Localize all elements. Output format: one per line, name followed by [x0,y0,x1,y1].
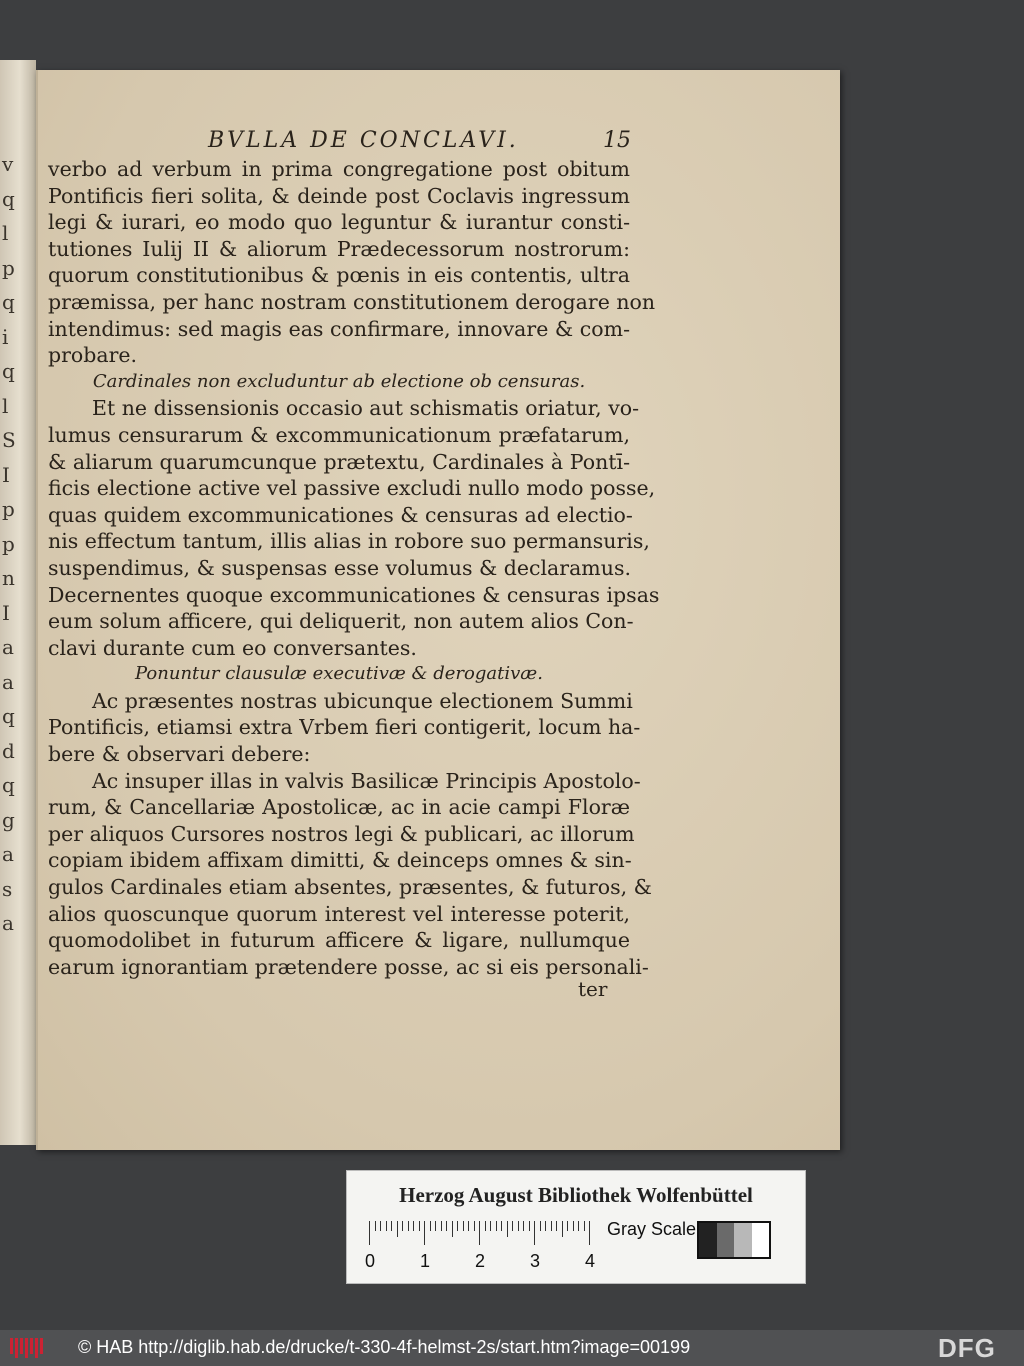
text-line: quomodolibet in futurum afficere & ligare, nullumque [48,928,630,953]
ruler-tick [567,1221,568,1231]
ruler-tick [556,1221,557,1231]
ruler-tick [512,1221,513,1231]
ruler-tick [501,1221,502,1231]
text-line: quas quidem excommunicationes & censuras ad electio- [48,502,633,527]
ruler-tick [490,1221,491,1231]
previous-page-edge [0,60,36,1145]
text-line: quorum constitutionibus & pœnis in eis contentis, ultra [48,263,630,288]
margin-letter: S [2,428,16,452]
gray-swatch [699,1223,717,1257]
margin-letter: a [2,635,14,659]
margin-letter: n [2,566,15,590]
margin-letter: a [2,911,14,935]
margin-letter: p [2,531,15,556]
margin-letter: q [2,186,15,211]
text-line: legi & iurari, eo modo quo leguntur & iurantur consti- [48,210,630,235]
text-line: Decernentes quoque excommunicationes & censuras ipsas [48,582,660,607]
text-line: earum ignorantiam prætendere posse, ac si eis personali- [48,954,649,979]
text-line: bere & observari debere: [48,742,311,767]
card-title: Herzog August Bibliothek Wolfenbüttel [399,1183,753,1207]
ruler-tick [551,1221,552,1231]
ruler-tick [408,1221,409,1231]
ruler-number: 1 [420,1251,431,1271]
ruler-tick [474,1221,475,1231]
ruler-tick [518,1221,519,1231]
text-line: Et ne dissensionis occasio aut schismatis oriatur, vo- [92,396,640,421]
scale-ruler [369,1221,594,1245]
ruler-tick [419,1221,420,1231]
margin-letter: q [2,704,15,728]
ruler-tick [413,1221,414,1231]
ruler-tick [496,1221,497,1231]
ruler-tick [391,1221,392,1231]
margin-letter: g [2,807,15,832]
dfg-logo: DFG [938,1333,996,1363]
text-line: eum solum afficere, qui deliquerit, non autem alios Con- [48,609,634,634]
text-line: præmissa, per hanc nostram constitutionem derogare non [48,289,656,314]
gray-scale-label: Gray Scale [607,1219,697,1239]
barcode-bar [40,1338,43,1354]
text-line: lumus censurarum & excommunicationum præfatarum, [48,422,630,447]
gray-swatch [752,1223,770,1257]
ruler-tick [386,1221,387,1231]
ruler-tick [573,1221,574,1231]
ruler-tick [463,1221,464,1231]
text-line: & aliarum quarumcunque prætextu, Cardinales à Pontī- [48,449,630,474]
ruler-tick [380,1221,381,1231]
margin-letter: d [2,738,15,763]
margin-letter: a [2,669,14,694]
barcode-icon [10,1338,44,1358]
footer-url[interactable]: © HAB http://diglib.hab.de/drucke/t-330-4f-helmst-2s/start.htm?image=00199 [78,1337,691,1357]
ruler-tick [446,1221,447,1231]
marginal-rubric: Ponuntur clausulæ executivæ & derogativæ. [135,663,543,685]
barcode-bar [35,1338,38,1358]
text-line: ficis electione active vel passive excludi nullo modo posse, [48,476,656,501]
margin-letter: I [2,462,10,487]
ruler-number: 0 [365,1251,376,1271]
ruler-tick [397,1221,398,1237]
gray-swatch [717,1223,735,1257]
text-line: nis effectum tantum, illis alias in robore suo permansuris, [48,529,650,554]
ruler-tick [402,1221,403,1231]
previous-page-margin-letters [0,60,14,1145]
text-line: Ac insuper illas in valvis Basilicæ Principis Apostolo- [92,768,641,793]
margin-letter: p [2,255,15,280]
ruler-tick [424,1221,425,1245]
text-line: intendimus: sed magis eas confirmare, innovare & com- [48,316,630,341]
ruler-tick [430,1221,431,1231]
ruler-tick [589,1221,590,1245]
ruler-tick [485,1221,486,1231]
ruler-tick [562,1221,563,1237]
barcode-bar [25,1338,28,1358]
margin-letter: p [2,497,15,521]
text-line: clavi durante cum eo conversantes. [48,635,417,660]
book-page [36,70,840,1150]
ruler-tick [375,1221,376,1231]
margin-letter: i [2,324,9,349]
ruler-tick [452,1221,453,1237]
page-surface [36,70,840,1150]
margin-letter: l [2,393,9,418]
gray-scale-bar [697,1221,771,1259]
text-line: tutiones Iulij II & aliorum Prædecessorum nostrorum: [48,236,630,261]
text-line: Ac præsentes nostras ubicunque electionem Summi [92,688,633,713]
text-line: Pontificis, etiamsi extra Vrbem fieri contigerit, locum ha- [48,715,641,740]
text-line: suspendimus, & suspensas esse volumus & declaramus. [48,555,631,580]
gray-swatch [734,1223,752,1257]
margin-letter: l [2,221,9,245]
barcode-bar [30,1338,33,1354]
body-text [48,156,660,980]
margin-letter: a [2,842,14,866]
color-reference-card [346,1170,806,1284]
ruler-tick [435,1221,436,1231]
text-line: alios quoscunque quorum interest vel interesse poterit, [48,901,630,926]
ruler-tick [534,1221,535,1245]
catchword: ter [578,977,608,1001]
text-line: verbo ad verbum in prima congregatione post obitum [48,157,630,181]
ruler-tick [507,1221,508,1237]
ruler-tick [479,1221,480,1245]
ruler-tick [545,1221,546,1231]
margin-letter: q [2,773,15,797]
ruler-tick [578,1221,579,1231]
text-line: probare. [48,343,138,368]
ruler-tick [369,1221,370,1245]
page-number: 15 [603,128,631,153]
ruler-tick [441,1221,442,1231]
text-line: rum, & Cancellariæ Apostolicæ, ac in acie campi Floræ [48,795,630,820]
ruler-tick [584,1221,585,1231]
ruler-tick [529,1221,530,1231]
margin-letter: q [2,359,15,383]
text-line: copiam ibidem affixam dimitti, & deinceps omnes & sin- [48,848,632,873]
ruler-tick [523,1221,524,1231]
margin-letter: s [2,876,13,901]
ruler-tick [457,1221,458,1231]
margin-letter: I [2,600,10,625]
ruler-tick [540,1221,541,1231]
running-head: BVLLA DE CONCLAVI. [208,128,519,153]
barcode-bar [20,1338,23,1354]
margin-letter: v [2,152,14,176]
viewer-footer [0,1330,1024,1366]
text-line: gulos Cardinales etiam absentes, præsentes, & futuros, & [48,875,652,900]
margin-letter: q [2,290,15,314]
ruler-number: 2 [475,1251,486,1271]
ruler-number: 3 [530,1251,541,1271]
barcode-bar [10,1338,13,1354]
ruler-tick [468,1221,469,1231]
ruler-number: 4 [585,1251,596,1271]
marginal-rubric: Cardinales non excluduntur ab electione ob censuras. [92,370,586,392]
barcode-bar [15,1338,18,1358]
text-line: Pontificis fieri solita, & deinde post Coclavis ingressum [48,183,630,208]
text-line: per aliquos Cursores nostros legi & publicari, ac illorum [48,821,635,846]
